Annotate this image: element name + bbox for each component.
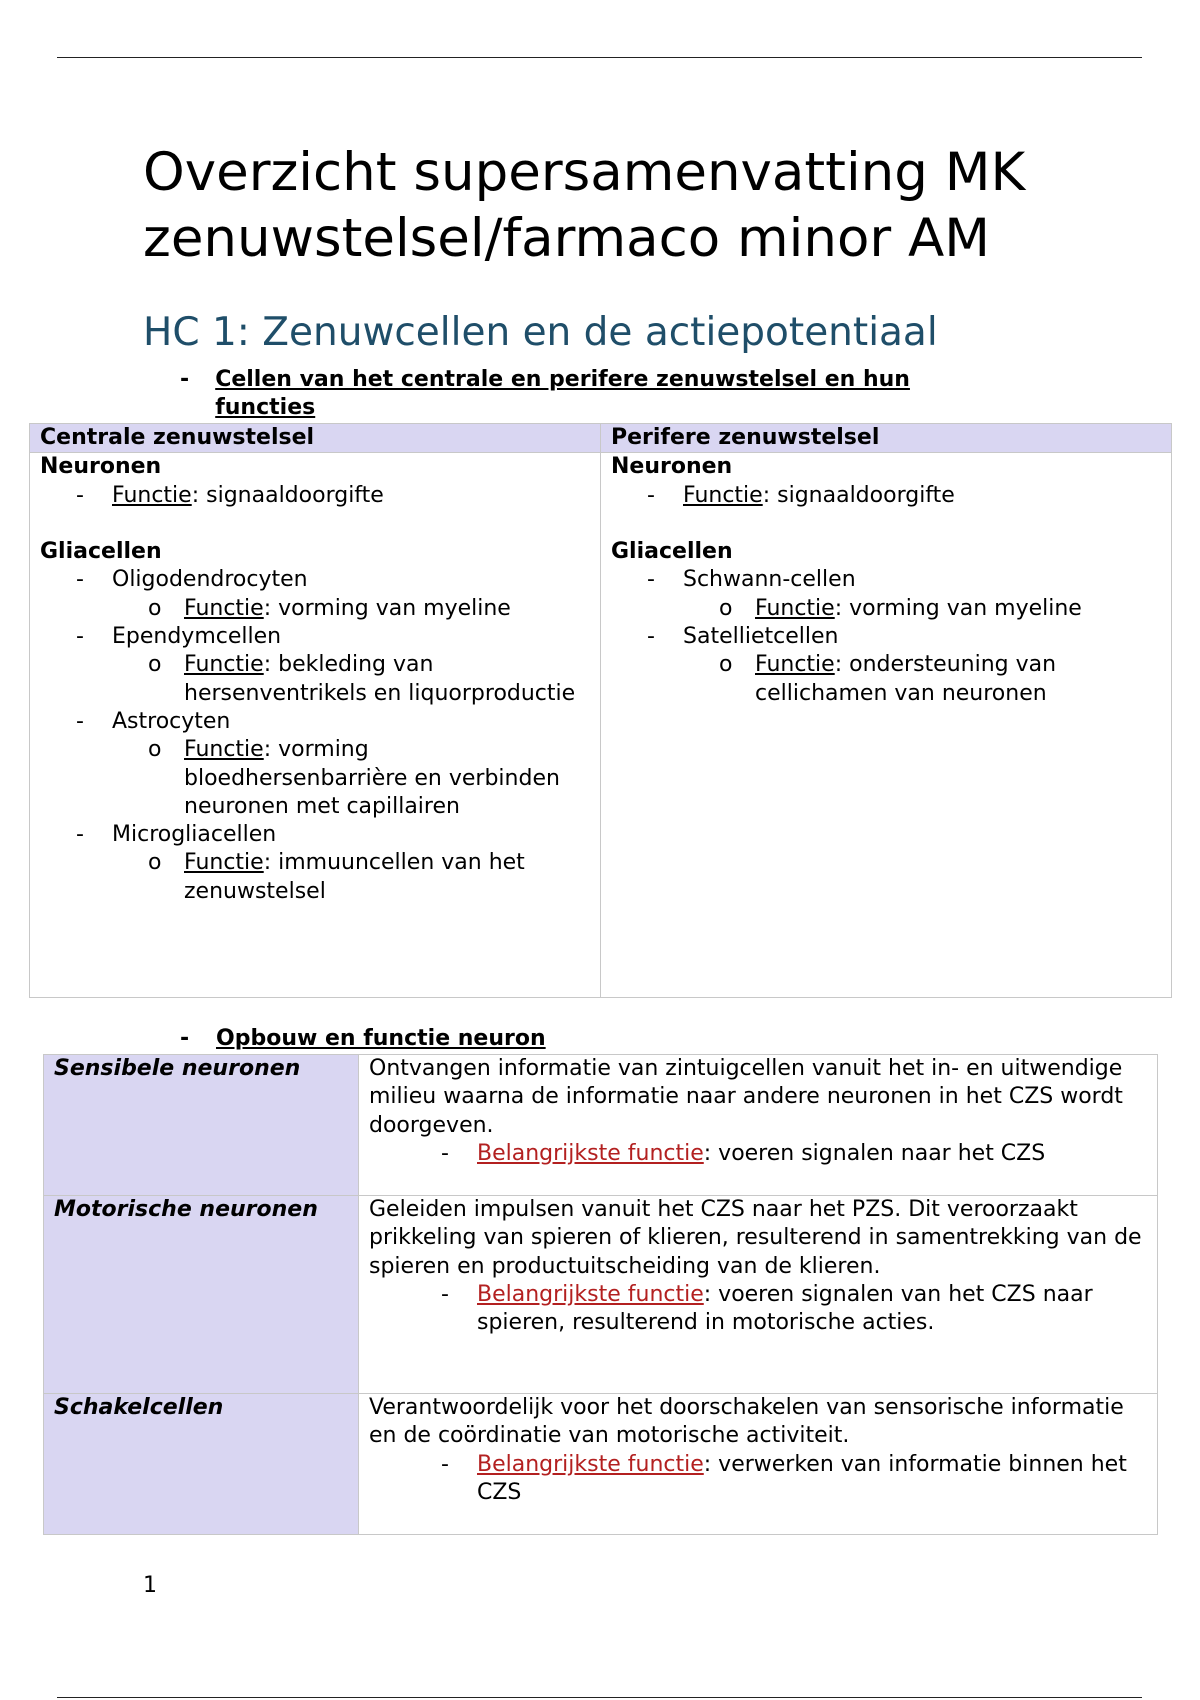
subheading-cells-text: Cellen van het centrale en perifere zenuwstelsel en hun functies [215, 367, 910, 420]
list-item [611, 595, 1161, 623]
list-item [369, 1140, 1147, 1168]
peripheral-neurons-label: Neuronen [611, 454, 733, 480]
bullet-dash: - [76, 567, 84, 593]
table-row [44, 1196, 1158, 1394]
list-item [40, 651, 590, 708]
glia-name: Ependymcellen [112, 624, 282, 650]
row-description: Ontvangen informatie van zintuigcellen vanuit het in- en uitwendige milieu waarna de informatie naar andere neuronen in het CZS wordt doorgeven. [369, 1056, 1123, 1138]
function-label: Functie [184, 595, 264, 621]
section-heading: HC 1: Zenuwcellen en de actiepotentiaal [143, 310, 938, 355]
bullet-dash: - [76, 624, 84, 650]
row-description: Geleiden impulsen vanuit het CZS naar het PZS. Dit veroorzaakt prikkeling van spieren of klieren, resulterend in samentrekking van de spieren en productuitscheiding van de klieren. [369, 1197, 1142, 1279]
bullet-circle: o [148, 737, 162, 763]
function-text: : signaaldoorgifte [762, 482, 955, 508]
list-item [40, 736, 590, 821]
function-label: Functie [755, 652, 835, 678]
list-item [611, 566, 1161, 594]
glia-name: Astrocyten [112, 708, 231, 734]
function-text: : vorming van myeline [834, 595, 1082, 621]
bullet-dash: - [647, 482, 655, 508]
page-number: 1 [143, 1573, 157, 1598]
function-text: : ondersteuning van cellichamen van neuronen [755, 652, 1057, 706]
central-cell [30, 453, 601, 998]
peripheral-header: Perifere zenuwstelsel [601, 424, 1172, 453]
function-label: Functie [184, 652, 264, 678]
function-text: : bekleding van hersenventrikels en liquorproductie [184, 652, 576, 706]
function-label: Functie [184, 737, 264, 763]
row-description-cell [359, 1055, 1158, 1196]
header-rule [57, 57, 1142, 58]
list-item [369, 1281, 1147, 1338]
central-neurons-label: Neuronen [40, 454, 162, 480]
central-header: Centrale zenuwstelsel [30, 424, 601, 453]
subheading-neuron [180, 1025, 546, 1053]
bullet-dash: - [647, 567, 655, 593]
row-description-cell [359, 1394, 1158, 1535]
function-text: : immuuncellen van het zenuwstelsel [184, 850, 525, 904]
row-description: Verantwoordelijk voor het doorschakelen van sensorische informatie en de coördinatie van motorische activiteit. [369, 1395, 1124, 1449]
function-text: : signaaldoorgifte [191, 482, 384, 508]
glia-name: Oligodendrocyten [112, 567, 308, 593]
bullet-dash: - [76, 708, 84, 734]
bullet-circle: o [148, 595, 162, 621]
bullet-dash: - [180, 1026, 190, 1051]
list-item [40, 849, 590, 906]
subheading-neuron-text: Opbouw en functie neuron [216, 1026, 546, 1051]
central-glia-label: Gliacellen [40, 539, 162, 565]
key-function-label: Belangrijkste functie [477, 1281, 704, 1307]
list-item [611, 651, 1161, 708]
list-item [40, 595, 590, 623]
bullet-dash: - [647, 624, 655, 650]
page-title: Overzicht supersamenvatting MK zenuwstelsel/farmaco minor AM [143, 142, 1026, 269]
table-row [44, 1394, 1158, 1535]
key-function-text: : voeren signalen van het CZS naar spieren, resulterend in motorische acties. [477, 1281, 1093, 1336]
bullet-dash: - [76, 482, 84, 508]
key-function-text: : voeren signalen naar het CZS [703, 1140, 1046, 1166]
glia-name: Schwann-cellen [683, 567, 856, 593]
list-item [40, 623, 590, 651]
glia-name: Satellietcellen [683, 624, 839, 650]
function-label: Functie [755, 595, 835, 621]
key-function-label: Belangrijkste functie [477, 1451, 704, 1477]
bullet-circle: o [719, 595, 733, 621]
function-text: : vorming van myeline [263, 595, 511, 621]
peripheral-glia-label: Gliacellen [611, 539, 733, 565]
list-item [40, 482, 590, 510]
key-function-label: Belangrijkste functie [477, 1140, 704, 1166]
bullet-dash: - [441, 1451, 449, 1477]
function-label: Functie [683, 482, 763, 508]
function-label: Functie [112, 482, 192, 508]
list-item [611, 623, 1161, 651]
bullet-dash: - [180, 367, 190, 392]
row-label: Sensibele neuronen [44, 1055, 359, 1196]
cells-table [29, 423, 1172, 998]
subheading-cells [180, 366, 1000, 422]
table-row [44, 1055, 1158, 1196]
bullet-circle: o [719, 652, 733, 678]
row-label: Motorische neuronen [44, 1196, 359, 1394]
bullet-dash: - [441, 1281, 449, 1307]
row-description-cell [359, 1196, 1158, 1394]
function-label: Functie [184, 850, 264, 876]
bullet-dash: - [441, 1140, 449, 1166]
function-text: : vorming bloedhersenbarrière en verbinden neuronen met capillairen [184, 737, 560, 819]
footer-rule [57, 1697, 1142, 1698]
neuron-table [43, 1054, 1158, 1535]
list-item [40, 566, 590, 594]
list-item [40, 708, 590, 736]
list-item [611, 482, 1161, 510]
key-function-text: : verwerken van informatie binnen het CZS [477, 1451, 1127, 1505]
cells-table-body-row [30, 453, 1172, 998]
list-item [369, 1451, 1147, 1508]
bullet-dash: - [76, 822, 84, 848]
glia-name: Microgliacellen [112, 822, 277, 848]
bullet-circle: o [148, 850, 162, 876]
row-label: Schakelcellen [44, 1394, 359, 1535]
peripheral-cell [601, 453, 1172, 998]
cells-table-header-row [30, 424, 1172, 453]
list-item [40, 821, 590, 849]
bullet-circle: o [148, 652, 162, 678]
